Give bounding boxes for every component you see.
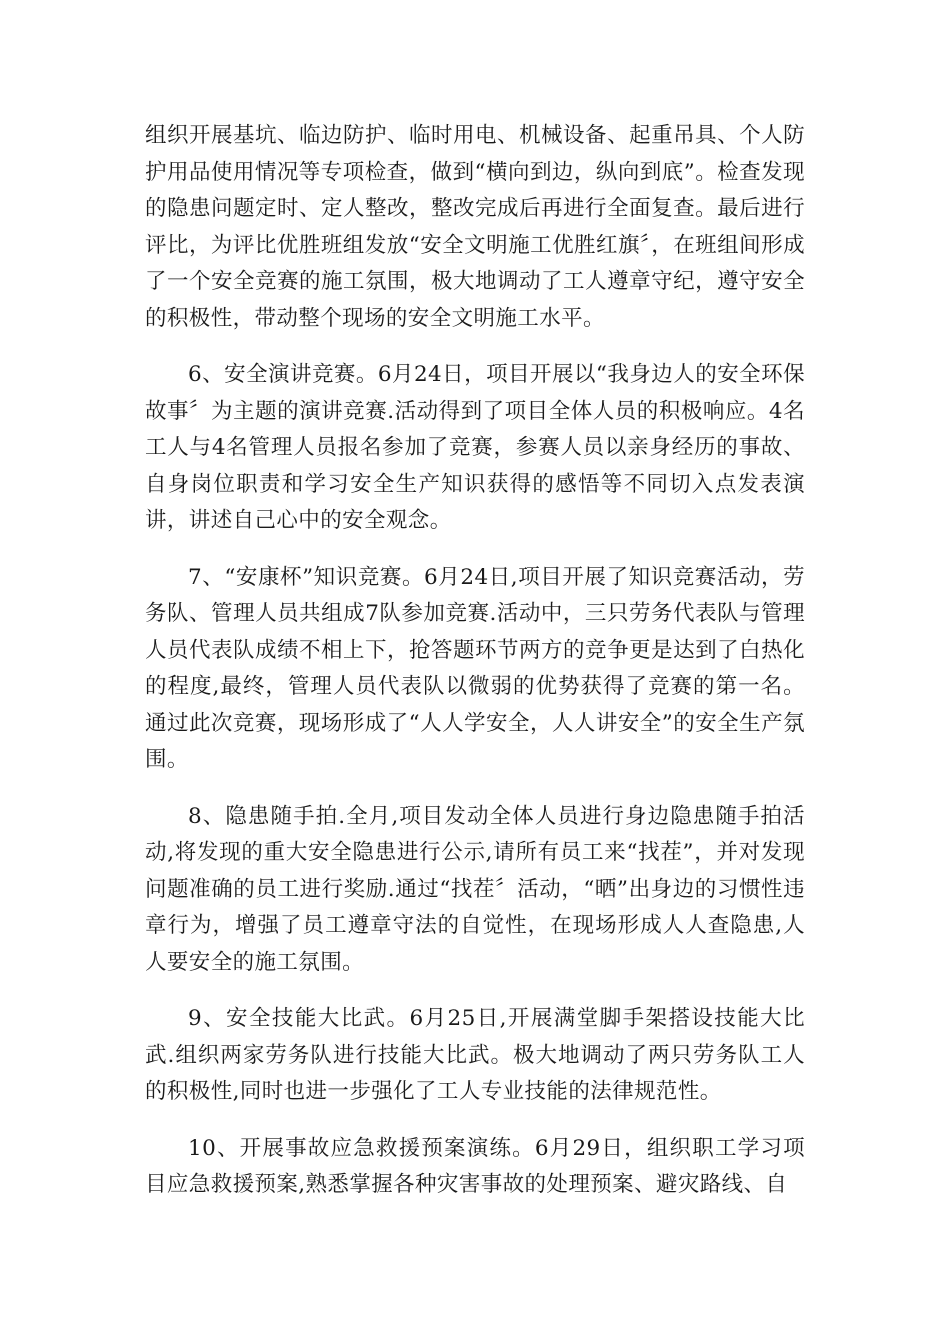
paragraph-inspection-summary: 组织开展基坑、临边防护、临时用电、机械设备、起重吊具、个人防护用品使用情况等专项检查，做到“横向到边，纵向到底”。检查发现的隐患问题定时、定人整改，整改完成后再进行全面复查。最后进行评比，为评比优胜班组发放“安全文明施工优胜红旗〞，在班组间形成了一个安全竞赛的施工氛围，极大地调动了工人遵章守纪，遵守安全的积极性，带动整个现场的安全文明施工水平。	[145, 123, 805, 331]
paragraph-hazard-photo: 8、隐患随手拍.全月,项目发动全体人员进行身边隐患随手拍活动,将发现的重大安全隐患进行公示,请所有员工来“找茬”，并对发现问题准确的员工进行奖励.通过“找茬〞活动，“晒”出身边的习惯性违章行为，增强了员工遵章守法的自觉性，在现场形成人人查隐患,人人要安全的施工氛围。	[145, 803, 805, 975]
paragraph-knowledge-contest: 7、“安康杯”知识竞赛。6月24日,项目开展了知识竞赛活动，劳务队、管理人员共组成7队参加竞赛.活动中，三只劳务代表队与管理人员代表队成绩不相上下，抢答题环节两方的竞争更是达到了白热化的程度,最终，管理人员代表队以微弱的优势获得了竞赛的第一名。通过此次竞赛，现场形成了“人人学安全，人人讲安全”的安全生产氛围。	[145, 564, 805, 772]
paragraph-speech-contest: 6、安全演讲竞赛。6月24日，项目开展以“我身边人的安全环保故事〞为主题的演讲竞赛.活动得到了项目全体人员的积极响应。4名工人与4名管理人员报名参加了竞赛，参赛人员以亲身经历的事故、自身岗位职责和学习安全生产知识获得的感悟等不同切入点发表演讲，讲述自己心中的安全观念。	[145, 362, 805, 533]
paragraph-emergency-drill: 10、开展事故应急救援预案演练。6月29日，组织职工学习项目应急救援预案,熟悉掌握各种灾害事故的处理预案、避灾路线、自	[145, 1135, 805, 1197]
document-body	[145, 118, 805, 1224]
paragraph-skills-competition: 9、安全技能大比武。6月25日,开展满堂脚手架搭设技能大比武.组织两家劳务队进行技能大比武。极大地调动了两只劳务队工人的积极性,同时也进一步强化了工人专业技能的法律规范性。	[145, 1006, 805, 1104]
